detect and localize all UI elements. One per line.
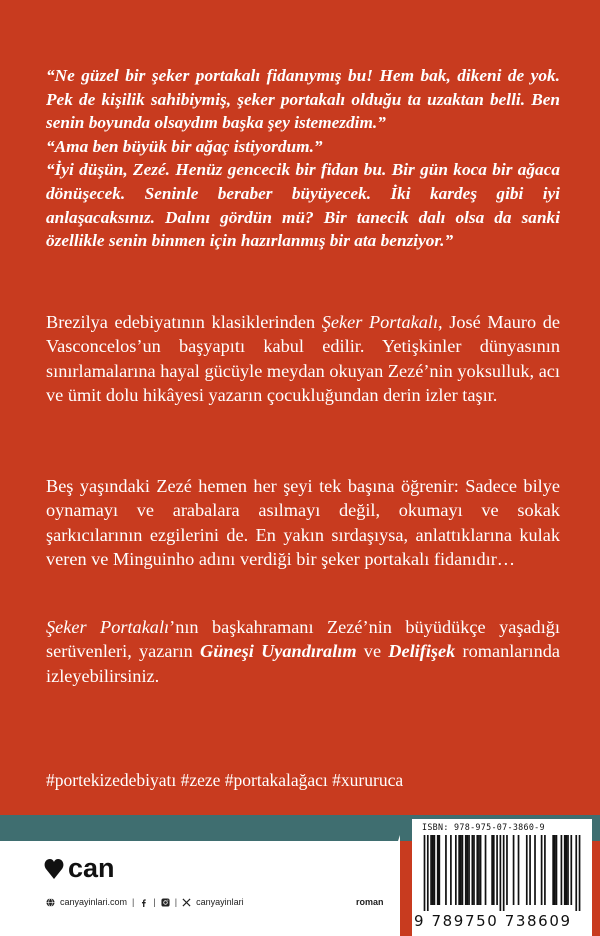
website-link[interactable]: canyayinlari.com	[60, 897, 128, 907]
paragraph-text: , José Mauro de Vasconcelos’un başyapıtı kabul edilir. Yetişkinler dünyasının sınırlamalarına hayal gücüyle meydan okuyan Zezé’nin yoksulluk, acı ve ümit dolu hikâyesi yazarın çocukluğundan derin izler taşır.	[46, 312, 560, 406]
barcode-bar	[468, 835, 470, 905]
barcode-bar	[554, 835, 556, 905]
barcode-bar	[570, 835, 572, 905]
category-label: roman	[356, 897, 384, 907]
barcode-bar	[471, 835, 473, 905]
divider: |	[132, 897, 135, 907]
barcode-bar	[437, 835, 439, 905]
barcode-bar	[476, 835, 478, 905]
isbn-label: ISBN: 978-975-07-3860-9	[422, 822, 545, 832]
barcode	[422, 835, 582, 911]
barcode-bar	[566, 835, 568, 905]
heart-icon	[45, 859, 64, 879]
barcode-bar	[529, 835, 531, 905]
barcode-bar	[467, 835, 469, 905]
barcode-bar	[575, 835, 577, 911]
barcode-bar	[556, 835, 558, 905]
barcode-bar	[485, 835, 487, 905]
barcode-bar	[526, 835, 528, 905]
divider: |	[153, 897, 156, 907]
barcode-bar	[561, 835, 563, 905]
barcode-bar	[438, 835, 440, 905]
facebook-icon[interactable]	[139, 898, 148, 907]
barcode-bar	[458, 835, 460, 905]
hashtags: #portekizedebiyatı #zeze #portakalağacı #xururuca	[46, 770, 404, 790]
barcode-bar	[427, 835, 429, 911]
publisher-panel	[0, 835, 400, 936]
paragraph-text: romanlarında izleyebilirsiniz.	[46, 641, 560, 686]
barcode-bar	[518, 835, 520, 905]
barcode-bar	[496, 835, 498, 905]
barcode-bar	[534, 835, 536, 905]
book-title: Şeker Portakalı	[321, 312, 439, 332]
barcode-bar	[432, 835, 434, 905]
barcode-bar	[506, 835, 508, 905]
instagram-icon[interactable]	[161, 898, 170, 907]
x-icon[interactable]	[182, 898, 191, 907]
barcode-bar	[455, 835, 457, 905]
barcode-bar	[460, 835, 462, 905]
barcode-bar	[513, 835, 515, 905]
x-handle[interactable]: canyayinlari	[196, 897, 244, 907]
logo-text: can	[68, 853, 115, 883]
barcode-bar	[462, 835, 464, 905]
barcode-bar	[552, 835, 554, 905]
barcode-bar	[500, 835, 502, 911]
divider: |	[174, 897, 178, 907]
barcode-bar	[579, 835, 581, 911]
barcode-bar	[564, 835, 566, 905]
barcode-bar	[567, 835, 569, 905]
barcode-bar	[465, 835, 467, 905]
paragraph-text: ve	[356, 641, 389, 662]
barcode-bar	[493, 835, 495, 905]
paragraph-text: ’nın başkahramanı Zezé’nin büyüdükçe yaşadığı serüvenleri, yazarın	[46, 617, 560, 662]
barcode-bar	[480, 835, 482, 905]
can-logo	[44, 853, 144, 883]
barcode-bar	[478, 835, 480, 905]
barcode-bar	[544, 835, 546, 905]
globe-icon	[46, 898, 55, 907]
description-paragraph-2: Beş yaşındaki Zezé hemen her şeyi tek başına öğrenir: Sadece bilye oynamayı ve arabalara asılmayı değil, okumayı ve sokak şarkıcılarının ezgilerini de. En yakın sırdaşıysa, anlattıklarına kulak veren ve Minguinho adını verdiği bir şeker portakalı fidanıdır…	[46, 476, 560, 570]
book-title: Şeker Portakalı	[46, 617, 170, 637]
barcode-bar	[541, 835, 543, 905]
barcode-bar	[424, 835, 426, 911]
quote-line: “İyi düşün, Zezé. Henüz gencecik bir fidan bu. Bir gün koca bir ağaca dönüşecek. Seninle beraber büyüyecek. İki kardeş gibi iyi anlaşacaksınız. Dalını gördün mü? Bir tanecik dalı olsa da sanki özellikle senin binmen için hazırlanmış bir ata benziyor.”	[46, 160, 560, 251]
quote-line: “Ne güzel bir şeker portakalı fidanıymış bu! Hem bak, dikeni de yok. Pek de kişilik sahibiymiş, şeker portakalı olduğu ta uzaktan belli. Ben senin boyunda olsaydım başka şey istemezdim.”	[46, 66, 560, 133]
book-title: Delifişek	[388, 641, 456, 662]
description-paragraph-3	[46, 615, 560, 688]
quote-block	[46, 64, 560, 253]
barcode-bar	[473, 835, 475, 905]
barcode-bar	[434, 835, 436, 905]
paragraph-text: Brezilya edebiyatının klasiklerinden	[46, 312, 322, 332]
barcode-bar	[450, 835, 452, 905]
footer-links	[46, 897, 244, 907]
description-paragraph-1	[46, 310, 560, 408]
barcode-bar	[430, 835, 432, 905]
barcode-bar	[445, 835, 447, 905]
book-title: Güneşi Uyandıralım	[200, 641, 357, 662]
barcode-bar	[491, 835, 493, 905]
barcode-box	[412, 819, 592, 936]
barcode-digits: 9 789750 738609	[414, 912, 572, 930]
barcode-bar	[503, 835, 505, 911]
quote-line: “Ama ben büyük bir ağaç istiyordum.”	[46, 136, 323, 156]
